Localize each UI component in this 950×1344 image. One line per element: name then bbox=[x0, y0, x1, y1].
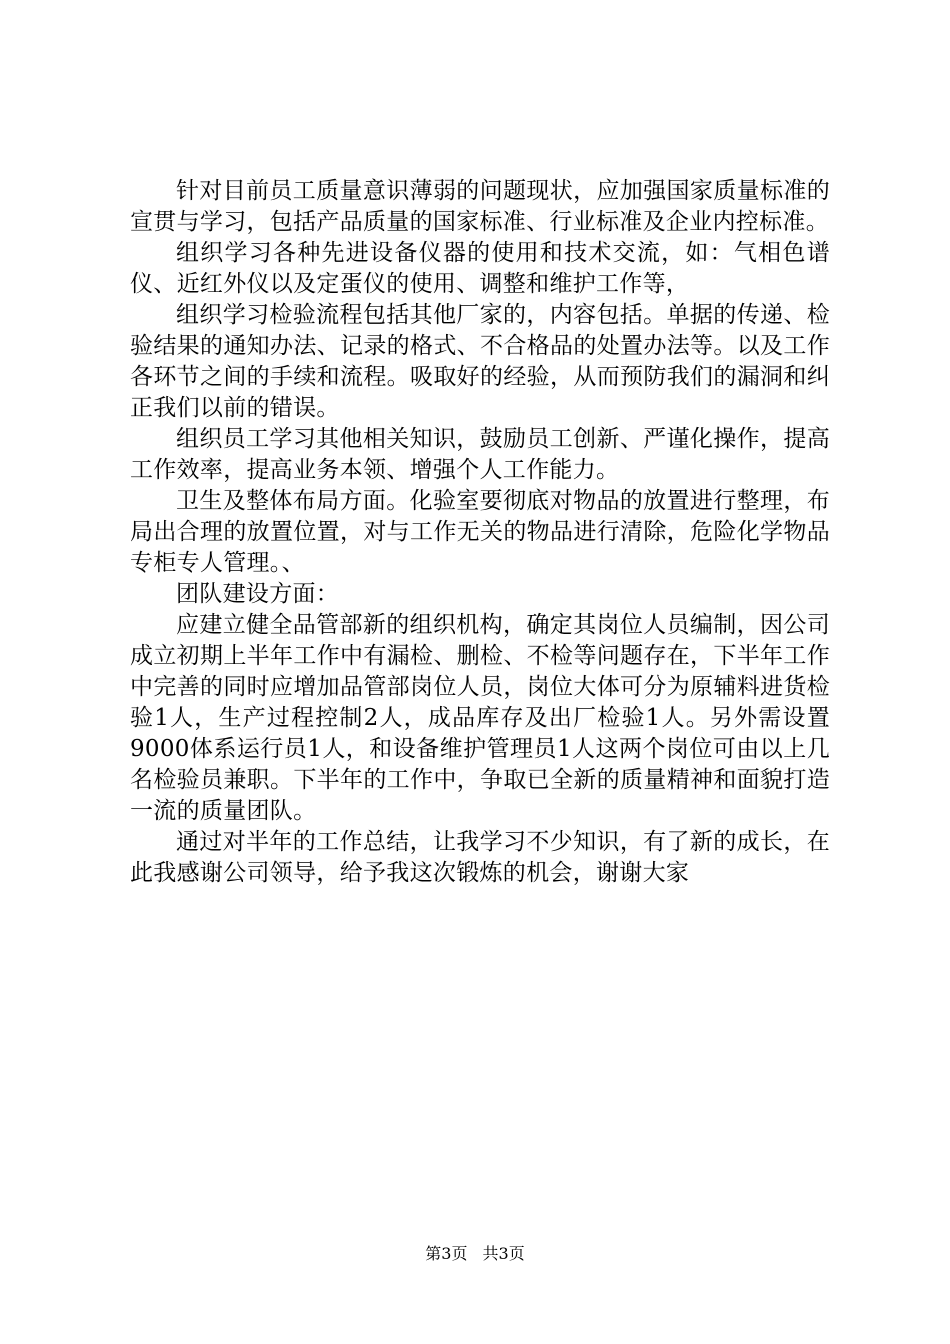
paragraph-conclusion: 通过对半年的工作总结，让我学习不少知识，有了新的成长，在此我感谢公司领导，给予我这次锻炼的机会，谢谢大家 bbox=[130, 829, 830, 886]
page-total: 共3页 bbox=[482, 1244, 525, 1263]
paragraph-inspection-process: 组织学习检验流程包括其他厂家的，内容包括。单据的传递、检验结果的通知办法、记录的格式、不合格品的处置办法等。以及工作各环节之间的手续和流程。吸取好的经验，从而预防我们的漏洞和纠正我们以前的错误。 bbox=[130, 302, 830, 421]
page-footer bbox=[0, 1243, 950, 1265]
paragraph-team-building-heading: 团队建设方面： bbox=[176, 581, 340, 607]
page-number: 第3页 bbox=[425, 1244, 468, 1263]
paragraph-staff-learning: 组织员工学习其他相关知识，鼓励员工创新、严谨化操作，提高工作效率，提高业务本领、增强个人工作能力。 bbox=[130, 426, 830, 483]
paragraph-organization-structure: 应建立健全品管部新的组织机构，确定其岗位人员编制，因公司成立初期上半年工作中有漏检、删检、不检等问题存在，下半年工作中完善的同时应增加品管部岗位人员，岗位大体可分为原辅料进货检验1人，生产过程控制2人，成品库存及出厂检验1人。另外需设置9000体系运行员1人，和设备维护管理员1人这两个岗位可由以上几名检验员兼职。下半年的工作中，争取已全新的质量精神和面貌打造一流的质量团队。 bbox=[130, 612, 830, 824]
paragraph-equipment-training: 组织学习各种先进设备仪器的使用和技术交流，如：气相色谱仪、近红外仪以及定蛋仪的使用、调整和维护工作等， bbox=[130, 240, 830, 297]
document-body bbox=[130, 176, 830, 889]
paragraph-hygiene-layout: 卫生及整体布局方面。化验室要彻底对物品的放置进行整理，布局出合理的放置位置，对与工作无关的物品进行清除，危险化学物品专柜专人管理。、 bbox=[130, 488, 830, 576]
paragraph-quality-standards: 针对目前员工质量意识薄弱的问题现状，应加强国家质量标准的宣贯与学习，包括产品质量的国家标准、行业标准及企业内控标准。 bbox=[130, 178, 830, 235]
